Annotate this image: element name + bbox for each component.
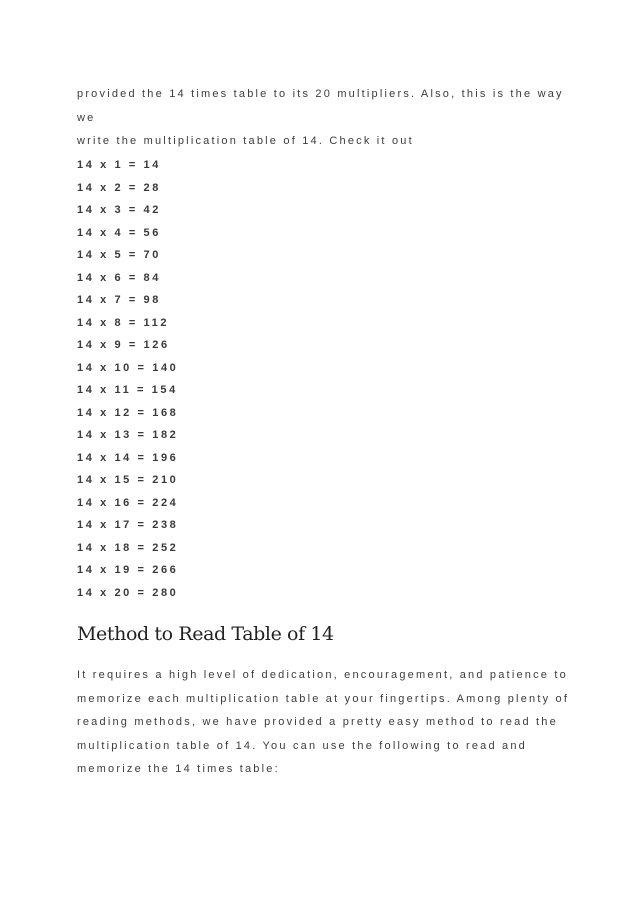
method-line: memorize each multiplication table at your fingertips. Among plenty of	[77, 692, 570, 705]
table-row: 14 x 5 = 70	[77, 249, 161, 261]
method-line: reading methods, we have provided a pretty easy method to read the	[77, 716, 558, 728]
section-heading: Method to Read Table of 14	[77, 623, 334, 645]
table-row: 14 x 3 = 42	[77, 204, 161, 216]
multiplication-table	[77, 154, 178, 604]
table-row: 14 x 1 = 14	[77, 159, 161, 171]
table-row: 14 x 4 = 56	[77, 226, 161, 239]
table-row: 14 x 14 = 196	[77, 451, 179, 464]
intro-line-2: write the multiplication table of 14. Check it out	[77, 135, 414, 147]
table-row: 14 x 6 = 84	[77, 271, 161, 284]
intro-paragraph	[77, 83, 577, 154]
intro-line-1: provided the 14 times table to its 20 multipliers. Also, this is the way we	[77, 88, 564, 124]
table-row: 14 x 20 = 280	[77, 586, 179, 599]
table-row: 14 x 17 = 238	[77, 519, 179, 531]
table-row: 14 x 11 = 154	[77, 384, 178, 396]
document-page	[77, 83, 577, 775]
table-row: 14 x 13 = 182	[77, 429, 179, 441]
table-row: 14 x 15 = 210	[77, 474, 179, 486]
table-row: 14 x 7 = 98	[77, 294, 161, 306]
method-line: It requires a high level of dedication, encouragement, and patience to	[77, 669, 568, 681]
table-row: 14 x 19 = 266	[77, 564, 179, 576]
table-row: 14 x 2 = 28	[77, 181, 161, 194]
table-row: 14 x 12 = 168	[77, 406, 179, 419]
table-row: 14 x 10 = 140	[77, 361, 179, 374]
table-row: 14 x 18 = 252	[77, 541, 179, 554]
method-line: memorize the 14 times table:	[77, 763, 280, 775]
table-row: 14 x 16 = 224	[77, 496, 179, 509]
method-paragraph	[77, 664, 577, 782]
table-row: 14 x 9 = 126	[77, 339, 170, 351]
table-row: 14 x 8 = 112	[77, 316, 170, 329]
method-line: multiplication table of 14. You can use the following to read and	[77, 739, 527, 752]
